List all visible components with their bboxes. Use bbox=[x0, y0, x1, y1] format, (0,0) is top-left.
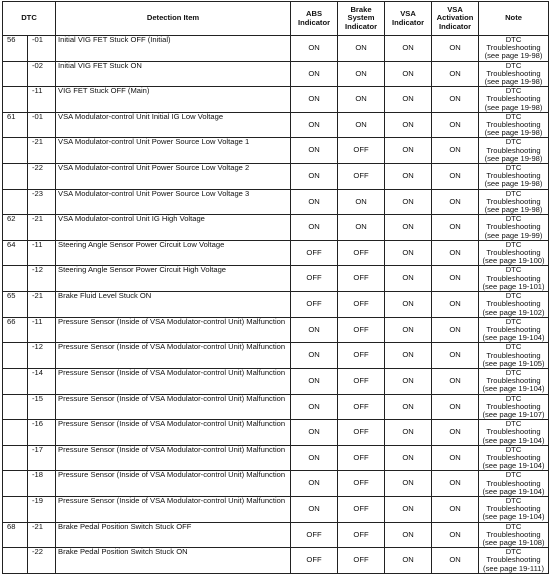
header-dtc: DTC bbox=[3, 2, 56, 36]
note-cell bbox=[479, 138, 549, 164]
table-row bbox=[3, 36, 549, 62]
detection-item: VSA Modulator-control Unit Power Source Low Voltage 1 bbox=[56, 138, 291, 164]
vsa-indicator-state: ON bbox=[385, 215, 432, 241]
header-detection-item: Detection Item bbox=[56, 2, 291, 36]
note-cell bbox=[479, 496, 549, 522]
dtc-sub-code: -11 bbox=[28, 317, 56, 343]
detection-item: Pressure Sensor (Inside of VSA Modulator-control Unit) Malfunction bbox=[56, 317, 291, 343]
dtc-main-code bbox=[3, 61, 28, 87]
note-cell bbox=[479, 266, 549, 292]
vsa-indicator-state: ON bbox=[385, 112, 432, 138]
table-row bbox=[3, 420, 549, 446]
note-cell bbox=[479, 522, 549, 548]
note-cell bbox=[479, 420, 549, 446]
vsa-activation-indicator-state: ON bbox=[432, 471, 479, 497]
vsa-activation-indicator-state: ON bbox=[432, 317, 479, 343]
note-page-reference: (see page 19-105) bbox=[482, 358, 545, 368]
note-page-reference: (see page 19-102) bbox=[482, 307, 545, 317]
abs-indicator-state: OFF bbox=[291, 292, 338, 318]
note-troubleshooting-label: DTC Troubleshooting bbox=[486, 86, 541, 104]
abs-indicator-state: ON bbox=[291, 215, 338, 241]
vsa-indicator-state: ON bbox=[385, 240, 432, 266]
note-troubleshooting-label: DTC Troubleshooting bbox=[486, 111, 541, 130]
table-row bbox=[3, 164, 549, 190]
table-row bbox=[3, 61, 549, 87]
detection-item: Pressure Sensor (Inside of VSA Modulator-control Unit) Malfunction bbox=[56, 496, 291, 522]
detection-item: Brake Pedal Position Switch Stuck OFF bbox=[56, 522, 291, 548]
table-row bbox=[3, 189, 549, 215]
dtc-main-code: 56 bbox=[3, 36, 28, 62]
note-cell bbox=[479, 317, 549, 343]
dtc-sub-code: -12 bbox=[28, 266, 56, 292]
note-page-reference: (see page 19-99) bbox=[484, 230, 543, 240]
dtc-main-code bbox=[3, 343, 28, 369]
abs-indicator-state: OFF bbox=[291, 548, 338, 574]
note-troubleshooting-label: DTC Troubleshooting bbox=[486, 444, 541, 462]
detection-item: VIG FET Stuck OFF (Main) bbox=[56, 87, 291, 113]
dtc-main-code bbox=[3, 471, 28, 497]
note-cell bbox=[479, 445, 549, 471]
note-page-reference: (see page 19-104) bbox=[482, 461, 545, 471]
vsa-activation-indicator-state: ON bbox=[432, 420, 479, 446]
note-page-reference: (see page 19-98) bbox=[484, 205, 543, 215]
dtc-main-code bbox=[3, 394, 28, 420]
abs-indicator-state: ON bbox=[291, 445, 338, 471]
brake-system-indicator-state: OFF bbox=[338, 368, 385, 394]
detection-item: Pressure Sensor (Inside of VSA Modulator-control Unit) Malfunction bbox=[56, 394, 291, 420]
dtc-sub-code: -02 bbox=[28, 61, 56, 87]
note-page-reference: (see page 19-98) bbox=[484, 51, 543, 61]
note-troubleshooting-label: DTC Troubleshooting bbox=[486, 35, 541, 53]
brake-system-indicator-state: OFF bbox=[338, 471, 385, 497]
note-cell bbox=[479, 215, 549, 241]
abs-indicator-state: ON bbox=[291, 138, 338, 164]
dtc-sub-code: -14 bbox=[28, 368, 56, 394]
detection-item: VSA Modulator-control Unit Power Source Low Voltage 3 bbox=[56, 189, 291, 215]
vsa-activation-indicator-state: ON bbox=[432, 138, 479, 164]
table-row bbox=[3, 215, 549, 241]
brake-system-indicator-state: ON bbox=[338, 61, 385, 87]
vsa-indicator-state: ON bbox=[385, 189, 432, 215]
abs-indicator-state: OFF bbox=[291, 240, 338, 266]
dtc-main-code bbox=[3, 548, 28, 574]
note-page-reference: (see page 19-98) bbox=[484, 128, 543, 138]
note-troubleshooting-label: DTC Troubleshooting bbox=[486, 291, 541, 309]
note-page-reference: (see page 19-111) bbox=[483, 563, 544, 573]
dtc-main-code: 61 bbox=[3, 112, 28, 138]
vsa-indicator-state: ON bbox=[385, 548, 432, 574]
table-row bbox=[3, 240, 549, 266]
dtc-main-code: 62 bbox=[3, 215, 28, 241]
note-troubleshooting-label: DTC Troubleshooting bbox=[486, 547, 541, 565]
vsa-indicator-state: ON bbox=[385, 138, 432, 164]
table-body bbox=[3, 36, 549, 574]
table-row bbox=[3, 138, 549, 164]
detection-item: Initial VIG FET Stuck ON bbox=[56, 61, 291, 87]
brake-system-indicator-state: OFF bbox=[338, 240, 385, 266]
brake-system-indicator-state: OFF bbox=[338, 394, 385, 420]
vsa-indicator-state: ON bbox=[385, 317, 432, 343]
dtc-sub-code: -21 bbox=[28, 138, 56, 164]
dtc-main-code: 65 bbox=[3, 292, 28, 318]
note-troubleshooting-label: DTC Troubleshooting bbox=[486, 265, 541, 283]
brake-system-indicator-state: OFF bbox=[338, 138, 385, 164]
brake-system-indicator-state: OFF bbox=[338, 266, 385, 292]
brake-system-indicator-state: ON bbox=[338, 215, 385, 241]
note-page-reference: (see page 19-104) bbox=[482, 435, 545, 445]
note-troubleshooting-label: DTC Troubleshooting bbox=[486, 419, 541, 437]
detection-item: VSA Modulator-control Unit Initial IG Low Voltage bbox=[56, 112, 291, 138]
table-row bbox=[3, 471, 549, 497]
brake-system-indicator-state: OFF bbox=[338, 164, 385, 190]
detection-item: Brake Fluid Level Stuck ON bbox=[56, 292, 291, 318]
vsa-indicator-state: ON bbox=[385, 266, 432, 292]
table-row bbox=[3, 87, 549, 113]
abs-indicator-state: ON bbox=[291, 87, 338, 113]
table-row bbox=[3, 317, 549, 343]
note-troubleshooting-label: DTC Troubleshooting bbox=[486, 342, 541, 360]
note-page-reference: (see page 19-104) bbox=[482, 486, 545, 496]
vsa-indicator-state: ON bbox=[385, 522, 432, 548]
brake-system-indicator-state: OFF bbox=[338, 317, 385, 343]
note-troubleshooting-label: DTC Troubleshooting bbox=[486, 495, 541, 514]
note-cell bbox=[479, 240, 549, 266]
table-row bbox=[3, 496, 549, 522]
note-page-reference: (see page 19-104) bbox=[482, 333, 545, 343]
note-cell bbox=[479, 36, 549, 62]
vsa-indicator-state: ON bbox=[385, 420, 432, 446]
vsa-indicator-state: ON bbox=[385, 471, 432, 497]
brake-system-indicator-state: OFF bbox=[338, 496, 385, 522]
dtc-sub-code: -19 bbox=[28, 496, 56, 522]
table-row bbox=[3, 343, 549, 369]
dtc-sub-code: -17 bbox=[28, 445, 56, 471]
dtc-main-code: 68 bbox=[3, 522, 28, 548]
header-abs-indicator: ABS Indicator bbox=[291, 2, 338, 36]
dtc-sub-code: -21 bbox=[28, 292, 56, 318]
note-troubleshooting-label: DTC Troubleshooting bbox=[486, 163, 541, 181]
dtc-sub-code: -01 bbox=[28, 36, 56, 62]
brake-system-indicator-state: OFF bbox=[338, 522, 385, 548]
note-troubleshooting-label: DTC Troubleshooting bbox=[486, 137, 541, 155]
abs-indicator-state: OFF bbox=[291, 266, 338, 292]
header-vsa-indicator: VSA Indicator bbox=[385, 2, 432, 36]
note-troubleshooting-label: DTC Troubleshooting bbox=[486, 60, 541, 78]
dtc-sub-code: -01 bbox=[28, 112, 56, 138]
header-note: Note bbox=[479, 2, 549, 36]
dtc-main-code bbox=[3, 496, 28, 522]
table-row bbox=[3, 522, 549, 548]
note-page-reference: (see page 19-98) bbox=[484, 77, 543, 87]
vsa-indicator-state: ON bbox=[385, 61, 432, 87]
table-row bbox=[3, 368, 549, 394]
detection-item: Pressure Sensor (Inside of VSA Modulator-control Unit) Malfunction bbox=[56, 420, 291, 446]
detection-item: Pressure Sensor (Inside of VSA Modulator-control Unit) Malfunction bbox=[56, 445, 291, 471]
note-troubleshooting-label: DTC Troubleshooting bbox=[486, 393, 541, 411]
detection-item: Pressure Sensor (Inside of VSA Modulator-control Unit) Malfunction bbox=[56, 343, 291, 369]
abs-indicator-state: ON bbox=[291, 317, 338, 343]
detection-item: VSA Modulator-control Unit IG High Voltage bbox=[56, 215, 291, 241]
table-row bbox=[3, 266, 549, 292]
header-vsa-activation-indicator: VSA Activation Indicator bbox=[432, 2, 479, 36]
abs-indicator-state: ON bbox=[291, 420, 338, 446]
dtc-sub-code: -22 bbox=[28, 548, 56, 574]
vsa-indicator-state: ON bbox=[385, 394, 432, 420]
dtc-main-code: 66 bbox=[3, 317, 28, 343]
vsa-activation-indicator-state: ON bbox=[432, 343, 479, 369]
note-troubleshooting-label: DTC Troubleshooting bbox=[486, 316, 541, 334]
abs-indicator-state: ON bbox=[291, 394, 338, 420]
abs-indicator-state: ON bbox=[291, 471, 338, 497]
brake-system-indicator-state: ON bbox=[338, 87, 385, 113]
dtc-main-code bbox=[3, 368, 28, 394]
detection-item: Pressure Sensor (Inside of VSA Modulator-control Unit) Malfunction bbox=[56, 471, 291, 497]
detection-item: Initial VIG FET Stuck OFF (Initial) bbox=[56, 36, 291, 62]
table-row bbox=[3, 548, 549, 574]
abs-indicator-state: ON bbox=[291, 343, 338, 369]
abs-indicator-state: ON bbox=[291, 164, 338, 190]
detection-item: Steering Angle Sensor Power Circuit Low Voltage bbox=[56, 240, 291, 266]
vsa-activation-indicator-state: ON bbox=[432, 189, 479, 215]
detection-item: Steering Angle Sensor Power Circuit High Voltage bbox=[56, 266, 291, 292]
vsa-indicator-state: ON bbox=[385, 36, 432, 62]
vsa-activation-indicator-state: ON bbox=[432, 164, 479, 190]
note-cell bbox=[479, 292, 549, 318]
table-row bbox=[3, 292, 549, 318]
brake-system-indicator-state: ON bbox=[338, 112, 385, 138]
header-brake-system-indicator: Brake System Indicator bbox=[338, 2, 385, 36]
note-cell bbox=[479, 548, 549, 574]
table-row bbox=[3, 112, 549, 138]
vsa-activation-indicator-state: ON bbox=[432, 87, 479, 113]
dtc-main-code: 64 bbox=[3, 240, 28, 266]
note-cell bbox=[479, 112, 549, 138]
note-cell bbox=[479, 164, 549, 190]
vsa-activation-indicator-state: ON bbox=[432, 112, 479, 138]
dtc-main-code bbox=[3, 420, 28, 446]
table-row bbox=[3, 394, 549, 420]
dtc-sub-code: -11 bbox=[28, 87, 56, 113]
abs-indicator-state: ON bbox=[291, 496, 338, 522]
note-page-reference: (see page 19-98) bbox=[484, 153, 543, 163]
note-troubleshooting-label: DTC Troubleshooting bbox=[486, 521, 541, 539]
note-troubleshooting-label: DTC Troubleshooting bbox=[486, 470, 541, 488]
note-page-reference: (see page 19-101) bbox=[482, 281, 545, 291]
note-page-reference: (see page 19-108) bbox=[482, 537, 545, 547]
dtc-main-code bbox=[3, 189, 28, 215]
vsa-activation-indicator-state: ON bbox=[432, 522, 479, 548]
dtc-main-code bbox=[3, 266, 28, 292]
vsa-activation-indicator-state: ON bbox=[432, 445, 479, 471]
vsa-activation-indicator-state: ON bbox=[432, 240, 479, 266]
brake-system-indicator-state: OFF bbox=[338, 420, 385, 446]
dtc-sub-code: -15 bbox=[28, 394, 56, 420]
note-troubleshooting-label: DTC Troubleshooting bbox=[486, 188, 541, 206]
dtc-table bbox=[2, 1, 549, 574]
dtc-sub-code: -23 bbox=[28, 189, 56, 215]
vsa-indicator-state: ON bbox=[385, 368, 432, 394]
vsa-indicator-state: ON bbox=[385, 164, 432, 190]
dtc-sub-code: -22 bbox=[28, 164, 56, 190]
vsa-indicator-state: ON bbox=[385, 87, 432, 113]
dtc-sub-code: -18 bbox=[28, 471, 56, 497]
note-cell bbox=[479, 368, 549, 394]
note-cell bbox=[479, 471, 549, 497]
vsa-activation-indicator-state: ON bbox=[432, 36, 479, 62]
note-troubleshooting-label: DTC Troubleshooting bbox=[486, 239, 541, 258]
dtc-sub-code: -12 bbox=[28, 343, 56, 369]
dtc-sub-code: -16 bbox=[28, 420, 56, 446]
vsa-activation-indicator-state: ON bbox=[432, 215, 479, 241]
abs-indicator-state: ON bbox=[291, 112, 338, 138]
dtc-sub-code: -21 bbox=[28, 522, 56, 548]
note-page-reference: (see page 19-104) bbox=[482, 512, 545, 522]
vsa-indicator-state: ON bbox=[385, 292, 432, 318]
vsa-activation-indicator-state: ON bbox=[432, 266, 479, 292]
abs-indicator-state: ON bbox=[291, 189, 338, 215]
vsa-indicator-state: ON bbox=[385, 445, 432, 471]
brake-system-indicator-state: OFF bbox=[338, 343, 385, 369]
note-troubleshooting-label: DTC Troubleshooting bbox=[486, 214, 541, 232]
dtc-main-code bbox=[3, 445, 28, 471]
detection-item: Brake Pedal Position Switch Stuck ON bbox=[56, 548, 291, 574]
vsa-activation-indicator-state: ON bbox=[432, 292, 479, 318]
header-row bbox=[3, 2, 549, 36]
dtc-sub-code: -21 bbox=[28, 215, 56, 241]
note-troubleshooting-label: DTC Troubleshooting bbox=[486, 367, 541, 386]
vsa-activation-indicator-state: ON bbox=[432, 496, 479, 522]
vsa-indicator-state: ON bbox=[385, 496, 432, 522]
dtc-main-code bbox=[3, 164, 28, 190]
note-page-reference: (see page 19-98) bbox=[484, 102, 543, 112]
detection-item: Pressure Sensor (Inside of VSA Modulator-control Unit) Malfunction bbox=[56, 368, 291, 394]
abs-indicator-state: ON bbox=[291, 368, 338, 394]
dtc-main-code bbox=[3, 138, 28, 164]
brake-system-indicator-state: ON bbox=[338, 36, 385, 62]
detection-item: VSA Modulator-control Unit Power Source Low Voltage 2 bbox=[56, 164, 291, 190]
dtc-sub-code: -11 bbox=[28, 240, 56, 266]
note-page-reference: (see page 19-98) bbox=[484, 179, 543, 189]
vsa-activation-indicator-state: ON bbox=[432, 394, 479, 420]
note-cell bbox=[479, 87, 549, 113]
vsa-activation-indicator-state: ON bbox=[432, 368, 479, 394]
abs-indicator-state: OFF bbox=[291, 522, 338, 548]
vsa-activation-indicator-state: ON bbox=[432, 61, 479, 87]
abs-indicator-state: ON bbox=[291, 36, 338, 62]
note-page-reference: (see page 19-104) bbox=[482, 384, 545, 394]
brake-system-indicator-state: OFF bbox=[338, 445, 385, 471]
table-row bbox=[3, 445, 549, 471]
vsa-activation-indicator-state: ON bbox=[432, 548, 479, 574]
note-cell bbox=[479, 343, 549, 369]
brake-system-indicator-state: OFF bbox=[338, 548, 385, 574]
brake-system-indicator-state: OFF bbox=[338, 292, 385, 318]
vsa-indicator-state: ON bbox=[385, 343, 432, 369]
note-page-reference: (see page 19-107) bbox=[482, 409, 545, 419]
abs-indicator-state: ON bbox=[291, 61, 338, 87]
brake-system-indicator-state: ON bbox=[338, 189, 385, 215]
note-cell bbox=[479, 394, 549, 420]
note-page-reference: (see page 19-100) bbox=[482, 256, 545, 266]
note-cell bbox=[479, 61, 549, 87]
note-cell bbox=[479, 189, 549, 215]
dtc-main-code bbox=[3, 87, 28, 113]
